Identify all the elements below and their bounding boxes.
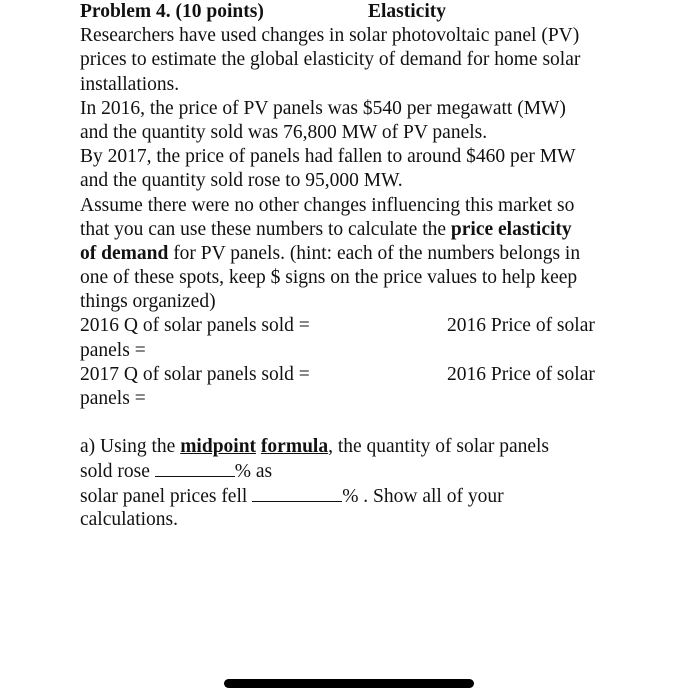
intro-line: By 2017, the price of panels had fallen to around $460 per MW: [80, 146, 576, 168]
intro-line: In 2016, the price of PV panels was $540 per megawatt (MW): [80, 97, 566, 119]
problem-points: (10 points): [175, 1, 264, 22]
q2017-label: 2017 Q of solar panels sold =: [80, 363, 310, 385]
quantity-percent-blank[interactable]: [155, 459, 235, 477]
hint-line: one of these spots, keep $ signs on the price values to help keep: [80, 267, 578, 289]
part-a-line: [80, 435, 640, 459]
price-percent-blank[interactable]: [252, 484, 342, 502]
hint-line-text: for PV panels. (hint: each of the numbers belongs in: [168, 242, 581, 264]
section-spacer: [80, 411, 640, 435]
fill-row-2017: [80, 363, 640, 387]
problem-label: Problem 4.: [80, 1, 171, 22]
price-fell-line: [80, 484, 640, 508]
q2016-label: 2016 Q of solar panels sold =: [80, 315, 310, 337]
problem-document: [80, 0, 640, 532]
formula-term: formula: [260, 436, 329, 458]
hint-line: things organized): [80, 291, 216, 313]
price-fell-label: solar panel prices fell: [80, 485, 253, 507]
intro-line: and the quantity sold was 76,800 MW of PV panels.: [80, 121, 488, 143]
intro-line: and the quantity sold rose to 95,000 MW.: [80, 170, 403, 192]
problem-header: [80, 0, 640, 24]
of-demand-term: of demand: [80, 242, 169, 264]
price2016-label: 2016 Price of solar: [447, 315, 595, 337]
calc-line-text: that you can use these numbers to calculate the: [80, 218, 451, 240]
show-work-label: % . Show all of your: [342, 485, 504, 507]
fill-row-2016-cont: panels =: [80, 339, 146, 361]
problem-topic: Elasticity: [368, 1, 446, 22]
calculations-line: calculations.: [80, 508, 179, 530]
intro-line: installations.: [80, 73, 180, 95]
sold-rose-label: sold rose: [80, 461, 155, 483]
price-elasticity-term: price elasticity: [450, 218, 572, 240]
hint-line: [80, 242, 640, 266]
intro-line: prices to estimate the global elasticity of demand for home solar: [80, 49, 581, 71]
price2017-label: 2016 Price of solar: [447, 363, 595, 385]
part-a-suffix: , the quantity of solar panels: [328, 436, 550, 458]
home-indicator-bar[interactable]: [224, 679, 474, 688]
fill-row-2017-cont: panels =: [80, 388, 146, 409]
midpoint-term: midpoint: [180, 436, 257, 458]
percent-as-label: % as: [234, 461, 273, 483]
calc-line: [80, 218, 640, 242]
fill-row-2016: [80, 314, 640, 338]
intro-line: Researchers have used changes in solar photovoltaic panel (PV): [80, 25, 580, 47]
part-a-prefix: a) Using the: [80, 436, 181, 458]
intro-line: Assume there were no other changes influencing this market so: [80, 194, 575, 216]
quantity-rose-line: [80, 459, 640, 483]
